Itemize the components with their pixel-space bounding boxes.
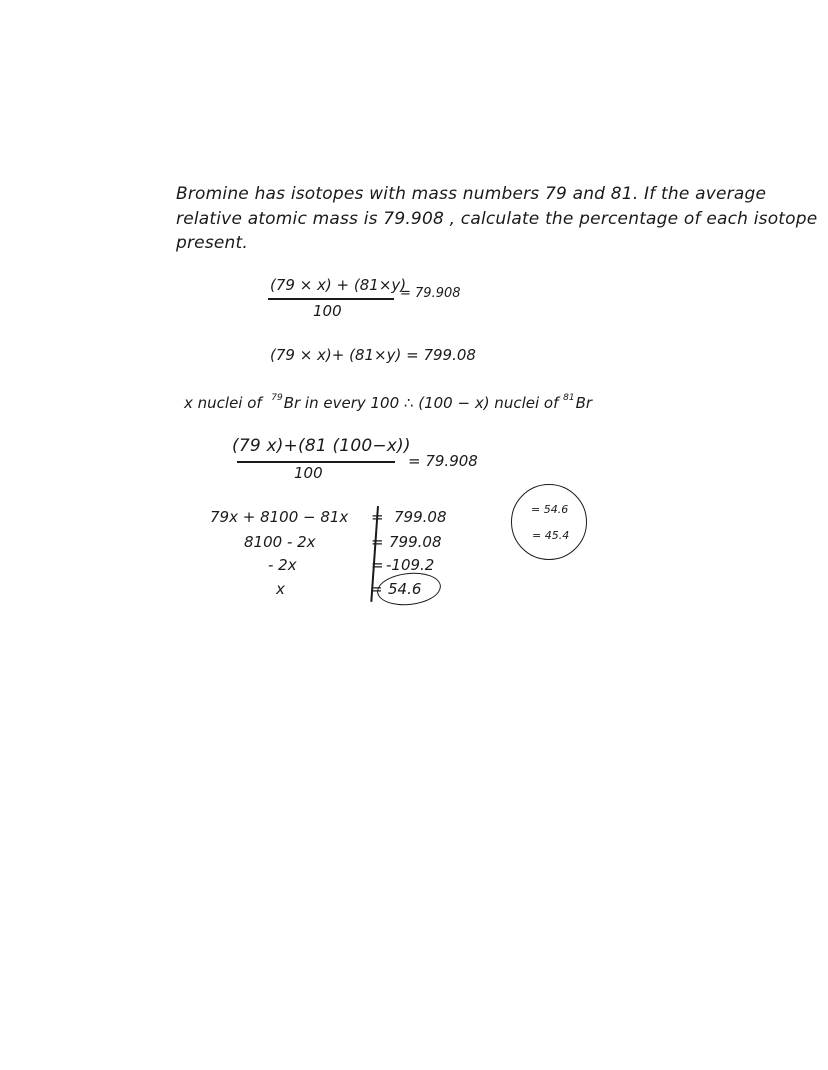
answer-circle <box>511 484 587 560</box>
working-equals-3: = <box>371 556 384 574</box>
working-row-4-right: 54.6 <box>388 580 422 598</box>
question-line-2: relative atomic mass is 79.908 , calculate the percentage of each isotope <box>176 209 818 229</box>
working-row-4-left: x <box>276 580 285 598</box>
step3-part2: Br in every 100 ∴ (100 − x) nuclei of <box>283 394 559 412</box>
step4-numerator: (79 x)+(81 (100−x)) <box>232 436 411 456</box>
step3-part3: Br <box>575 394 593 412</box>
step4-rhs: = 79.908 <box>408 452 478 470</box>
working-row-1-left: 79x + 8100 − 81x <box>210 508 349 526</box>
step1-rhs: = 79.908 <box>400 286 461 301</box>
working-equals-2: = <box>371 533 384 551</box>
working-row-3-right: -109.2 <box>386 556 435 574</box>
step1-denominator: 100 <box>313 302 342 320</box>
step4-fraction-bar <box>237 461 395 463</box>
working-row-3-left: - 2x <box>268 556 297 574</box>
step1-numerator: (79 × x) + (81×y) <box>270 276 407 294</box>
step4-denominator: 100 <box>294 464 323 482</box>
working-row-2-left: 8100 - 2x <box>244 533 316 551</box>
question-line-3: present. <box>176 233 248 253</box>
step3-statement <box>184 394 592 412</box>
question-line-1: Bromine has isotopes with mass numbers 79 and 81. If the average <box>176 184 767 204</box>
working-row-2-right: 799.08 <box>389 533 442 551</box>
working-row-1-right: 799.08 <box>394 508 447 526</box>
working-equals-1: = <box>371 508 384 526</box>
answer-circle-line-2: = 45.4 <box>532 529 570 542</box>
step3-sup2: 81 <box>563 393 575 403</box>
step2-equation: (79 × x)+ (81×y) = 799.08 <box>270 346 476 364</box>
step3-part1: x nuclei of <box>184 394 262 412</box>
step3-sup1: 79 <box>271 393 283 403</box>
answer-circle-line-1: = 54.6 <box>531 503 569 516</box>
answer-ellipse <box>376 570 443 609</box>
step1-fraction-bar <box>268 298 394 300</box>
working-equals-4: = <box>370 580 383 598</box>
